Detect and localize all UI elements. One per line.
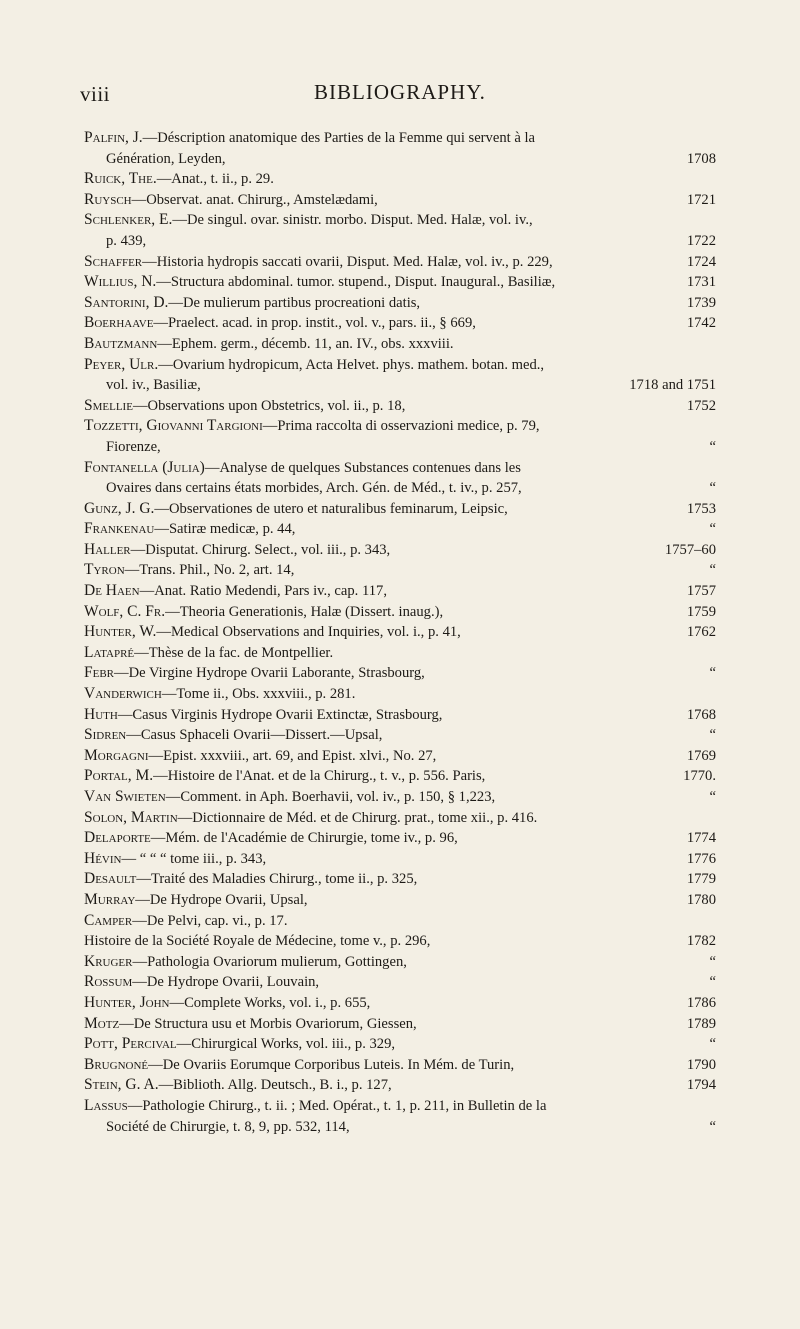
entry-line: [84, 890, 716, 911]
entry-year: “: [709, 1036, 716, 1053]
entry-author: Schlenker, E.: [84, 211, 173, 229]
entry-line: [84, 581, 716, 602]
entry-author: Sidren: [84, 726, 127, 744]
entry-line: [84, 663, 716, 684]
entry-line: [84, 869, 716, 890]
entry-year: 1759: [686, 603, 716, 620]
entry-text: —Biblioth. Allg. Deutsch., B. i., p. 127,: [158, 1077, 392, 1094]
entry-year: “: [709, 521, 716, 538]
entry-text: Ovaires dans certains états morbides, Arch. Gén. de Méd., t. iv., p. 257,: [106, 480, 522, 497]
entry-line: [84, 210, 716, 231]
bibliography-entry: [84, 849, 716, 870]
entry-year: 1790: [686, 1056, 716, 1073]
entry-line: [84, 478, 716, 499]
entry-line: [84, 972, 716, 993]
entry-line: [84, 849, 716, 870]
entry-line: [84, 766, 716, 787]
entry-line: [84, 272, 716, 293]
entry-line: [84, 808, 716, 829]
entry-text: —Ovarium hydropicum, Acta Helvet. phys. mathem. botan. med.,: [158, 356, 545, 373]
entry-text: —Tome ii., Obs. xxxviii., p. 281.: [161, 686, 356, 703]
entry-author: Van Swieten: [84, 788, 166, 805]
entry-line: [84, 458, 716, 479]
entry-year: “: [709, 438, 716, 455]
entry-text: —Observationes de utero et naturalibus feminarum, Leipsic,: [154, 500, 508, 517]
entry-text: —De singul. ovar. sinistr. morbo. Disput. Med. Halæ, vol. iv.,: [172, 212, 533, 229]
bibliography-entry: [84, 252, 716, 273]
entry-text: Génération, Leyden,: [106, 150, 226, 167]
entry-line: [84, 1034, 716, 1055]
bibliography-entry: [84, 808, 716, 829]
entry-text: —Structura abdominal. tumor. stupend., Disput. Inaugural., Basiliæ,: [156, 274, 556, 291]
entry-text: —Mém. de l'Académie de Chirurgie, tome iv., p. 96,: [150, 830, 458, 847]
bibliography-entry: [84, 1096, 716, 1137]
entry-text: —Dictionnaire de Méd. et de Chirurg. prat., tome xii., p. 416.: [177, 809, 538, 826]
entry-year: 1724: [686, 253, 716, 270]
entry-year: “: [709, 727, 716, 744]
entry-line: [84, 828, 716, 849]
entry-line: [84, 931, 716, 952]
entry-year: “: [709, 1118, 716, 1135]
bibliography-entry: [84, 560, 716, 581]
bibliography-entry: [84, 643, 716, 664]
entry-author: Santorini, D.: [84, 293, 169, 311]
bibliography-entry: [84, 663, 716, 684]
entry-author: Delaporte: [84, 829, 151, 847]
entry-line: [84, 169, 716, 190]
entry-author: De Haen: [84, 582, 140, 600]
entry-year: 1721: [686, 191, 716, 208]
entry-year: 1718 and 1751: [629, 377, 716, 394]
bibliography-entry: [84, 458, 716, 499]
bibliography-entry: [84, 602, 716, 623]
entry-line: [84, 149, 716, 170]
bibliography-entry: [84, 890, 716, 911]
bibliography-entry: [84, 169, 716, 190]
entry-text: —Prima raccolta di osservazioni medice, p. 79,: [262, 418, 540, 435]
entry-text: —Casus Virginis Hydrope Ovarii Extinctæ, Strasbourg,: [117, 706, 443, 723]
entry-line: [84, 293, 716, 314]
entry-author: Palfin, J.: [84, 129, 143, 146]
entry-year: 1768: [686, 706, 716, 723]
entry-year: “: [709, 665, 716, 682]
entry-author: Huth: [84, 705, 118, 723]
entry-author: Wolf, C. Fr.: [84, 602, 166, 620]
entry-text: —Analyse de quelques Substances contenues dans les: [204, 459, 521, 476]
entry-text: —Satiræ medicæ, p. 44,: [154, 521, 296, 538]
bibliography-entry: [84, 355, 716, 396]
entry-author: Bautzmann: [84, 334, 158, 352]
entry-author: Latapré: [84, 643, 135, 661]
entry-line: [84, 375, 716, 396]
entry-text: —Casus Sphaceli Ovarii—Dissert.—Upsal,: [126, 727, 383, 744]
entry-line: [84, 746, 716, 767]
entry-line: [84, 622, 716, 643]
entry-author: Portal, M.: [84, 767, 154, 785]
entry-author: Haller: [84, 540, 131, 558]
entry-author: Gunz, J. G.: [84, 499, 155, 517]
entry-line: [84, 437, 716, 458]
entry-text: — “ “ “ tome iii., p. 343,: [121, 850, 267, 867]
entry-year: 1779: [686, 871, 716, 888]
entry-year: 1752: [686, 397, 716, 414]
entry-year: 1757: [686, 583, 716, 600]
bibliography-entry: [84, 828, 716, 849]
bibliography-entry: [84, 725, 716, 746]
bibliography-entry: [84, 1055, 716, 1076]
bibliography-entry: [84, 128, 716, 169]
entry-author: Solon, Martin: [84, 808, 178, 826]
entry-line: [84, 602, 716, 623]
bibliography-entry: [84, 622, 716, 643]
running-head: BIBLIOGRAPHY.: [314, 80, 486, 104]
entry-text: —Déscription anatomique des Parties de la Femme qui servent à la: [142, 130, 535, 146]
entry-line: [84, 1055, 716, 1076]
entry-text: —De Structura usu et Morbis Ovariorum, Giessen,: [119, 1015, 417, 1032]
entry-author: Hunter, John: [84, 993, 170, 1011]
entry-year: “: [709, 953, 716, 970]
entry-text: —De mulierum partibus procreationi datis,: [168, 294, 421, 311]
entry-text: —Comment. in Aph. Boerhavii, vol. iv., p. 150, § 1,223,: [165, 789, 496, 805]
bibliography-entry: [84, 519, 716, 540]
entry-text: —Theoria Generationis, Halæ (Dissert. inaug.),: [165, 603, 444, 620]
entry-text: p. 439,: [106, 232, 147, 249]
bibliography-entry: [84, 993, 716, 1014]
entry-text: —Ephem. germ., décemb. 11, an. IV., obs. xxxviii.: [157, 335, 454, 352]
bibliography-entry: [84, 293, 716, 314]
entry-line: [84, 643, 716, 664]
entry-author: Frankenau: [84, 520, 155, 538]
bibliography-entry: [84, 1034, 716, 1055]
entry-author: Stein, G. A.: [84, 1076, 159, 1094]
bibliography-entry: [84, 705, 716, 726]
entry-line: [84, 1014, 716, 1035]
bibliography-entry: [84, 911, 716, 932]
entry-year: 1786: [686, 994, 716, 1011]
bibliography-entry: [84, 684, 716, 705]
entry-text: Histoire de la Société Royale de Médecine, tome v., p. 296,: [84, 933, 431, 950]
entry-author: Peyer, Ulr.: [84, 355, 159, 373]
bibliography-entry: [84, 1075, 716, 1096]
entry-author: Febr: [84, 664, 115, 682]
entry-text: —De Virgine Hydrope Ovarii Laborante, Strasbourg,: [114, 665, 425, 682]
entry-text: —Pathologia Ovariorum mulierum, Gottingen,: [132, 953, 407, 970]
entry-text: —Historia hydropis saccati ovarii, Disput. Med. Halæ, vol. iv., p. 229,: [142, 253, 553, 270]
bibliography-entry: [84, 952, 716, 973]
entry-text: —Observat. anat. Chirurg., Amstelædami,: [131, 191, 378, 208]
entry-author: Ruysch: [84, 190, 132, 208]
entry-text: —Anat. Ratio Medendi, Pars iv., cap. 117,: [139, 583, 387, 600]
entry-line: [84, 705, 716, 726]
entry-line: [84, 911, 716, 932]
page-number: viii: [80, 82, 111, 106]
bibliography-entry: [84, 972, 716, 993]
entry-text: —Epist. xxxviii., art. 69, and Epist. xlvi., No. 27,: [148, 747, 437, 764]
entry-line: [84, 684, 716, 705]
entry-author: Fontanella (Julia): [84, 458, 205, 476]
entry-line: [84, 1117, 716, 1138]
entry-text: vol. iv., Basiliæ,: [106, 377, 201, 394]
entry-line: [84, 725, 716, 746]
entry-author: Camper: [84, 911, 133, 929]
entry-author: Tozzetti, Giovanni Targioni: [84, 417, 263, 435]
entry-year: 1780: [686, 891, 716, 908]
entry-author: Tyron: [84, 561, 125, 579]
entry-author: Schaffer: [84, 252, 143, 270]
entry-author: Vanderwich: [84, 685, 162, 703]
entry-year: 1794: [686, 1077, 716, 1094]
entry-year: 1776: [686, 850, 716, 867]
bibliography-entry: [84, 766, 716, 787]
entry-text: —Trans. Phil., No. 2, art. 14,: [124, 562, 295, 579]
entry-text: —De Hydrope Ovarii, Upsal,: [135, 891, 308, 908]
entry-year: 1774: [686, 830, 716, 847]
entry-year: 1708: [686, 150, 716, 167]
entry-year: 1762: [686, 624, 716, 641]
entry-line: [84, 1075, 716, 1096]
entry-year: 1753: [686, 500, 716, 517]
entry-line: [84, 396, 716, 417]
entry-author: Kruger: [84, 952, 133, 970]
entry-text: —Anat., t. ii., p. 29.: [156, 171, 274, 188]
entry-author: Smellie: [84, 396, 133, 414]
entry-author: Boerhaave: [84, 314, 154, 332]
entry-text: —De Pelvi, cap. vi., p. 17.: [132, 912, 288, 929]
bibliography-entry: [84, 416, 716, 457]
entry-text: —Observations upon Obstetrics, vol. ii., p. 18,: [132, 397, 406, 414]
bibliography-entry: [84, 313, 716, 334]
entry-text: Fiorenze,: [106, 438, 161, 455]
entry-text: —Disputat. Chirurg. Select., vol. iii., p. 343,: [130, 541, 391, 558]
entry-text: —Praelect. acad. in prop. instit., vol. v., pars. ii., § 669,: [153, 315, 476, 332]
entry-author: Hévin: [84, 849, 122, 867]
entry-year: “: [709, 789, 716, 805]
entry-text: —Chirurgical Works, vol. iii., p. 329,: [176, 1036, 396, 1053]
entry-text: —Complete Works, vol. i., p. 655,: [169, 994, 371, 1011]
entry-year: 1782: [686, 933, 716, 950]
entry-text: —Traité des Maladies Chirurg., tome ii., p. 325,: [136, 871, 418, 888]
entry-line: [84, 540, 716, 561]
entry-author: Morgagni: [84, 746, 149, 764]
entry-line: [84, 313, 716, 334]
entry-year: 1731: [686, 274, 716, 291]
entry-text: —Histoire de l'Anat. et de la Chirurg., t. v., p. 556. Paris,: [153, 768, 486, 785]
entry-author: Willius, N.: [84, 273, 157, 291]
entry-line: [84, 787, 716, 808]
entry-author: Brugnoné: [84, 1055, 149, 1073]
entry-text: —Medical Observations and Inquiries, vol. i., p. 41,: [156, 624, 461, 641]
entry-line: [84, 519, 716, 540]
bibliography-entry: [84, 746, 716, 767]
bibliography-entry: [84, 190, 716, 211]
bibliography-entry: [84, 581, 716, 602]
entry-author: Murray: [84, 890, 136, 908]
entry-year: “: [709, 562, 716, 579]
bibliography-list: [84, 128, 716, 1137]
entry-author: Desault: [84, 870, 137, 888]
bibliography-entry: [84, 499, 716, 520]
bibliography-entry: [84, 1014, 716, 1035]
entry-line: [84, 1096, 716, 1117]
entry-text: —De Hydrope Ovarii, Louvain,: [132, 974, 320, 991]
entry-text: —De Ovariis Eorumque Corporibus Luteis. In Mém. de Turin,: [148, 1056, 515, 1073]
bibliography-entry: [84, 869, 716, 890]
bibliography-entry: [84, 540, 716, 561]
entry-year: 1739: [686, 294, 716, 311]
entry-line: [84, 252, 716, 273]
entry-text: —Pathologie Chirurg., t. ii. ; Med. Opérat., t. 1, p. 211, in Bulletin de la: [127, 1097, 547, 1114]
entry-author: Hunter, W.: [84, 623, 157, 641]
entry-year: 1722: [686, 232, 716, 249]
entry-author: Pott, Percival: [84, 1035, 177, 1053]
entry-line: [84, 190, 716, 211]
bibliography-entry: [84, 396, 716, 417]
entry-line: [84, 334, 716, 355]
entry-line: [84, 128, 716, 149]
entry-line: [84, 416, 716, 437]
entry-year: 1757–60: [664, 541, 716, 558]
entry-year: 1789: [686, 1015, 716, 1032]
entry-text: —Thèse de la fac. de Montpellier.: [134, 644, 334, 661]
entry-line: [84, 952, 716, 973]
entry-text: Société de Chirurgie, t. 8, 9, pp. 532, 114,: [106, 1118, 350, 1135]
entry-line: [84, 993, 716, 1014]
bibliography-entry: [84, 787, 716, 808]
bibliography-entry: [84, 931, 716, 952]
entry-year: “: [709, 480, 716, 497]
entry-author: Rossum: [84, 973, 133, 991]
bibliography-entry: [84, 334, 716, 355]
bibliography-entry: [84, 210, 716, 251]
entry-author: Ruick, The.: [84, 170, 157, 188]
entry-year: 1769: [686, 747, 716, 764]
bibliography-entry: [84, 272, 716, 293]
entry-year: “: [709, 974, 716, 991]
entry-line: [84, 499, 716, 520]
entry-line: [84, 231, 716, 252]
entry-line: [84, 355, 716, 376]
entry-author: Motz: [84, 1014, 120, 1032]
entry-line: [84, 560, 716, 581]
entry-year: 1770.: [683, 768, 716, 785]
entry-year: 1742: [686, 315, 716, 332]
entry-author: Lassus: [84, 1096, 128, 1114]
